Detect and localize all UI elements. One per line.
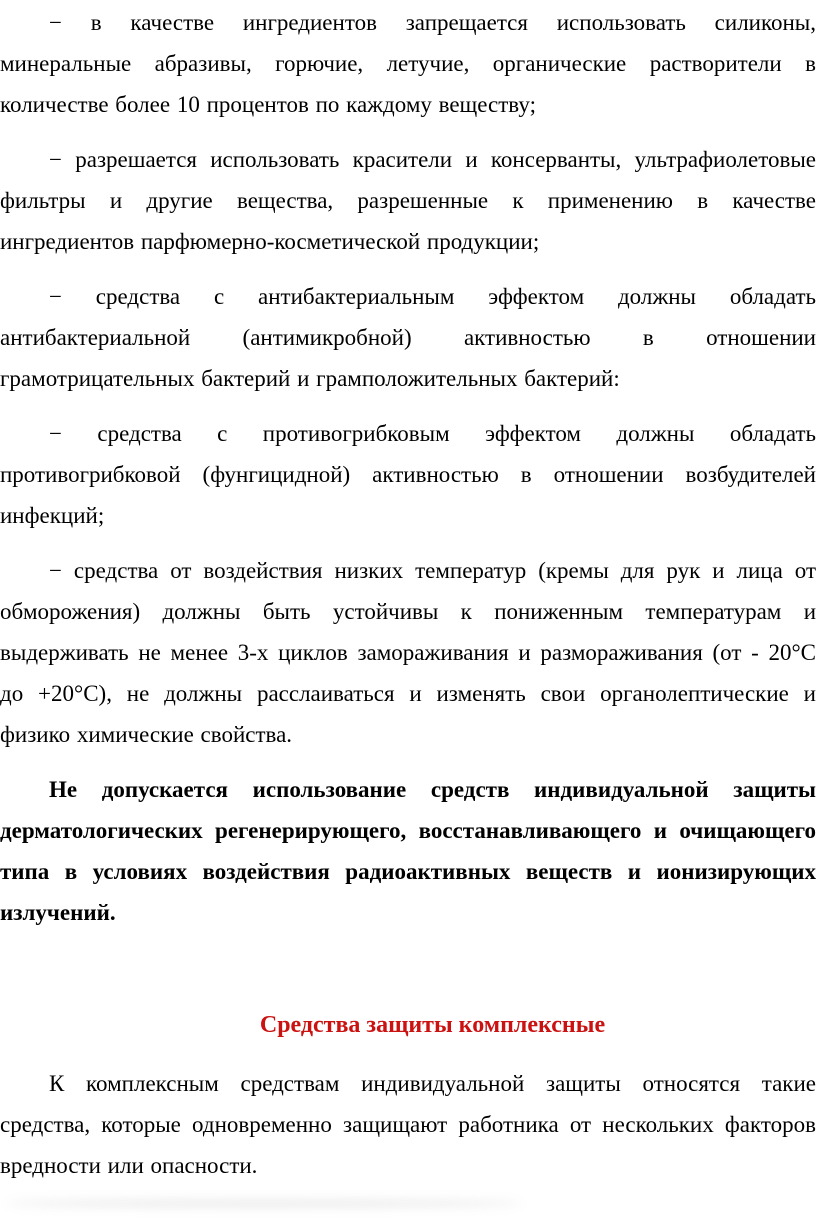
- list-item-ingredients-ban: − в качестве ингредиентов запрещается использовать силиконы, минеральные абразивы, горючие, летучие, органические растворители в количестве более 10 процентов по каждому веществу;: [0, 10, 816, 117]
- list-item-low-temperature: − средства от воздействия низких температур (кремы для рук и лица от обморожения) должны быть устойчивы к пониженным температурам и выдерживать не менее 3-х циклов замораживания и размораживания (от - 20°С до +20°С), не должны расслаиваться и изменять свои органолептические и физико химические свойства.: [0, 558, 816, 747]
- list-item-antifungal: − средства с противогрибковым эффектом должны обладать противогрибковой (фунгицидной) активностью в отношении возбудителей инфекций;: [0, 421, 816, 528]
- list-item-antibacterial: − средства с антибактериальным эффектом должны обладать антибактериальной (антимикробной) активностью в отношении грамотрицательных бактерий и грамположительных бактерий:: [0, 284, 816, 391]
- warning-paragraph: Не допускается использование средств индивидуальной защиты дерматологических регенерирующего, восстанавливающего и очищающего типа в условиях воздействия радиоактивных веществ и ионизирующих излучений.: [0, 777, 816, 925]
- list-item-allowed-additives: − разрешается использовать красители и консерванты, ультрафиолетовые фильтры и другие вещества, разрешенные к применению в качестве ингредиентов парфюмерно-косметической продукции;: [0, 147, 816, 254]
- section-heading: Средства защиты комплексные: [259, 1012, 606, 1038]
- page-bottom-shadow: [4, 1200, 524, 1207]
- section-intro-paragraph: К комплексным средствам индивидуальной защиты относятся такие средства, которые одновременно защищают работника от нескольких факторов вредности или опасности.: [0, 1071, 816, 1178]
